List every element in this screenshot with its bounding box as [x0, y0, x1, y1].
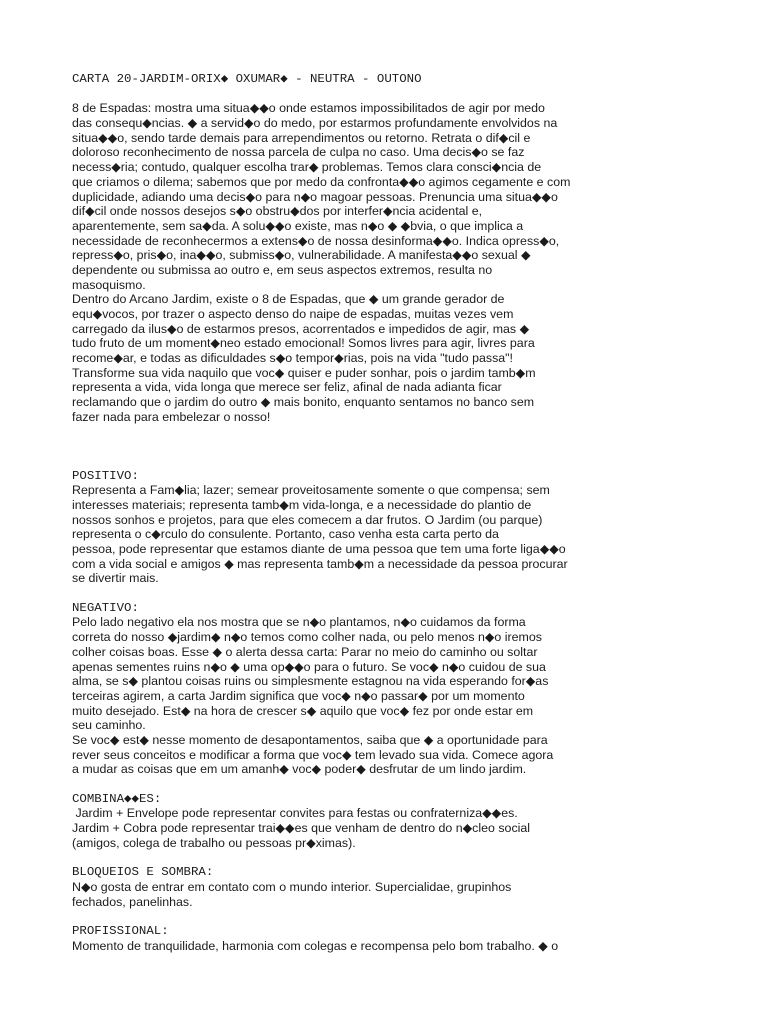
- text-line: Dentro do Arcano Jardim, existe o 8 de Espadas, que ◆ um grande gerador de: [72, 292, 505, 307]
- text-line: Representa a Fam◆lia; lazer; semear proveitosamente somente o que compensa; sem: [72, 483, 550, 498]
- document-page: [72, 72, 712, 968]
- text-line: seu caminho.: [72, 718, 146, 733]
- text-line: representa o c◆rculo do consulente. Portanto, caso venha esta carta perto da: [72, 527, 499, 542]
- text-line: fechados, panelinhas.: [72, 894, 193, 909]
- profissional-section: [72, 924, 712, 953]
- text-line: N◆o gosta de entrar em contato com o mundo interior. Supercialidae, grupinhos: [72, 879, 512, 894]
- text-line: reclamando que o jardim do outro ◆ mais bonito, enquanto sentamos no banco sem: [72, 395, 535, 410]
- text-line: dif◆cil onde nossos desejos s◆o obstru◆dos por interfer◆ncia acidental e,: [72, 204, 483, 219]
- text-line: 8 de Espadas: mostra uma situa◆◆o onde estamos impossibilitados de agir por medo: [72, 101, 545, 116]
- text-line: que criamos o dilema; sabemos que por medo da confronta◆◆o agimos cegamente e com: [72, 174, 571, 189]
- text-line: rever seus conceitos e modificar a forma que voc◆ tem levado sua vida. Comece agora: [72, 747, 554, 762]
- text-line: Momento de tranquilidade, harmonia com colegas e recompensa pelo bom trabalho. ◆ o: [72, 938, 559, 953]
- document-title: CARTA 20-JARDIM-ORIX◆ OXUMAR◆ - NEUTRA - OUTONO: [72, 72, 422, 86]
- text-line: alma, se s◆ plantou coisas ruins ou simplesmente estagnou na vida esperando for◆as: [72, 674, 549, 689]
- text-line: representa a vida, vida longa que merece ser feliz, afinal de nada adianta ficar: [72, 380, 502, 395]
- text-line: muito desejado. Est◆ na hora de crescer s◆ aquilo que voc◆ fez por onde estar em: [72, 703, 534, 718]
- combinacoes-heading: COMBINA◆◆ES:: [72, 791, 162, 806]
- positivo-heading: POSITIVO:: [72, 468, 139, 483]
- text-line: Pelo lado negativo ela nos mostra que se n◆o plantamos, n◆o cuidamos da forma: [72, 615, 526, 630]
- text-line: (amigos, colega de trabalho ou pessoas pr◆ximas).: [72, 835, 356, 850]
- text-line: das consequ◆ncias. ◆ a servid◆o do medo, por estarmos profundamente envolvidos na: [72, 116, 558, 131]
- profissional-text: [72, 939, 712, 954]
- text-line: Jardim + Envelope pode representar convites para festas ou confraterniza◆◆es.: [72, 806, 518, 821]
- bloqueios-heading: BLOQUEIOS E SOMBRA:: [72, 865, 214, 880]
- combinacoes-text: [72, 806, 712, 850]
- text-line: necessidade de reconhecermos a extens◆o de nossa desinforma◆◆o. Indica opress◆o,: [72, 233, 560, 248]
- text-line: doloroso reconhecimento de nossa parcela de culpa no caso. Uma decis◆o se faz: [72, 145, 525, 160]
- text-line: a mudar as coisas que em um amanh◆ voc◆ poder◆ desfrutar de um lindo jardim.: [72, 762, 527, 777]
- text-line: dependente ou submissa ao outro e, em seus aspectos extremos, resulta no: [72, 262, 493, 277]
- text-line: colher coisas boas. Esse ◆ o alerta dessa carta: Parar no meio do caminho ou soltar: [72, 644, 538, 659]
- profissional-heading: PROFISSIONAL:: [72, 923, 169, 938]
- bloqueios-text: [72, 880, 712, 909]
- text-line: Jardim + Cobra pode representar trai◆◆es que venham de dentro do n◆cleo social: [72, 821, 531, 836]
- text-line: Se voc◆ est◆ nesse momento de desapontamentos, saiba que ◆ a oportunidade para: [72, 732, 548, 747]
- combinacoes-section: [72, 792, 712, 851]
- text-line: interesses materiais; representa tamb◆m vida-longa, e a necessidade do plantio de: [72, 497, 532, 512]
- text-line: necess◆ria; contudo, qualquer escolha trar◆ problemas. Temos clara consci◆ncia de: [72, 160, 542, 175]
- text-line: aparentemente, sem sa◆da. A solu◆◆o existe, mas n◆o ◆ ◆bvia, o que implica a: [72, 218, 524, 233]
- negativo-section: [72, 601, 712, 777]
- text-line: duplicidade, adiando uma decis◆o para n◆o magoar pessoas. Prenuncia uma situa◆◆o: [72, 189, 558, 204]
- text-line: situa◆◆o, sendo tarde demais para arrependimentos ou retorno. Retrata o dif◆cil e: [72, 130, 531, 145]
- text-line: nossos sonhos e projetos, para que eles comecem a dar frutos. O Jardim (ou parque): [72, 512, 543, 527]
- negativo-heading: NEGATIVO:: [72, 600, 139, 615]
- text-line: fazer nada para embelezar o nosso!: [72, 409, 271, 424]
- bloqueios-section: [72, 865, 712, 909]
- text-line: recome◆ar, e todas as dificuldades s◆o tempor◆rias, pois na vida "tudo passa"!: [72, 351, 513, 366]
- text-line: Transforme sua vida naquilo que voc◆ quiser e puder sonhar, pois o jardim tamb◆m: [72, 365, 536, 380]
- text-line: correta do nosso ◆jardim◆ n◆o temos como colher nada, ou pelo menos n◆o iremos: [72, 630, 542, 645]
- positivo-section: [72, 469, 712, 587]
- positivo-text: [72, 483, 712, 586]
- text-line: com a vida social e amigos ◆ mas representa tamb◆m a necessidade da pessoa procurar: [72, 556, 568, 571]
- text-line: tudo fruto de um moment◆neo estado emocional! Somos livres para agir, livres para: [72, 336, 535, 351]
- text-line: carregado da ilus◆o de estarmos presos, acorrentados e impedidos de agir, mas ◆: [72, 321, 530, 336]
- section-spacer: [72, 439, 712, 468]
- text-line: se divertir mais.: [72, 571, 159, 586]
- text-line: masoquismo.: [72, 277, 146, 292]
- text-line: equ◆vocos, por trazer o aspecto denso do naipe de espadas, muitas vezes vem: [72, 307, 514, 321]
- intro-paragraph: [72, 101, 712, 424]
- text-line: pessoa, pode representar que estamos diante de uma pessoa que tem uma forte liga◆◆o: [72, 542, 566, 557]
- text-line: terceiras agirem, a carta Jardim significa que voc◆ n◆o passar◆ por um momento: [72, 688, 525, 703]
- text-line: apenas sementes ruins n◆o ◆ uma op◆◆o para o futuro. Se voc◆ n◆o cuidou de sua: [72, 659, 546, 674]
- negativo-text: [72, 615, 712, 777]
- text-line: repress◆o, pris◆o, ina◆◆o, submiss◆o, vulnerabilidade. A manifesta◆◆o sexual ◆: [72, 248, 531, 263]
